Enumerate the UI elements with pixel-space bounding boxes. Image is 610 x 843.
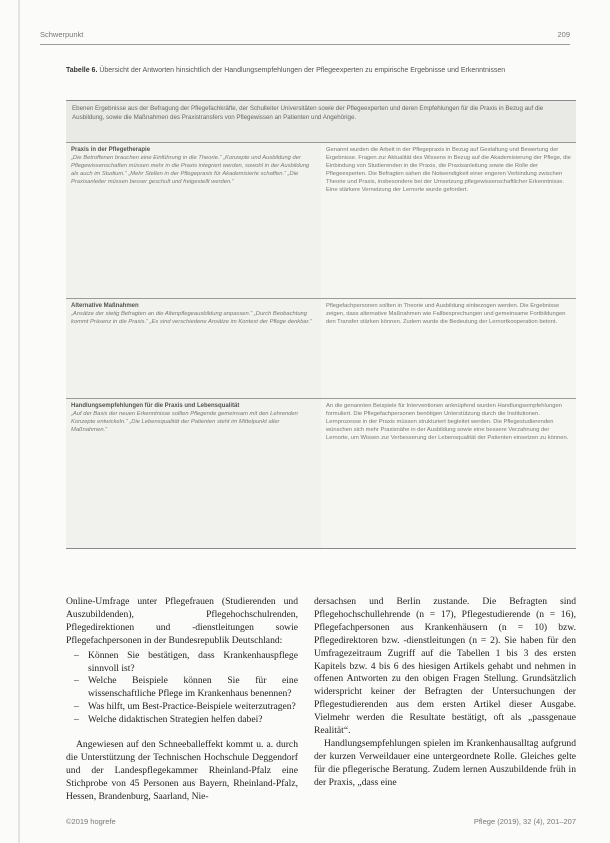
table-cell-quotes — [66, 143, 321, 298]
table-row — [66, 298, 576, 398]
paragraph: Angewiesen auf den Schneeballeffekt kommt u. a. durch die Unterstützung der Technischen Hochschule Deggendorf und der Landespflegekammer Rheinland-Pfalz eine Stichprobe von 45 Personen aus Bayern, Rheinland-Pfalz, Hessen, Brandenburg, Saarland, Nie- — [66, 739, 298, 802]
table-bottom-rule — [66, 548, 576, 549]
table-caption-label: Tabelle 6. — [66, 67, 98, 74]
row-quotes: „Auf der Basis der neuen Erkenntnisse sollten Pflegende gemeinsam mit den Lehrenden Konzepte entwickeln.“ „Die Lebensqualität der Patienten steht im Mittelpunkt aller Maßnahmen.“ — [71, 411, 298, 434]
header-section: Schwerpunkt — [40, 30, 84, 39]
scan-shadow — [18, 0, 20, 843]
results-table — [66, 100, 576, 549]
row-heading: Alternative Maßnahmen — [71, 303, 139, 309]
table-intro: Ebenen Ergebnisse aus der Befragung der Pflegefachkräfte, der Schulleiter Universitäten sowie der Pflegeexperten und deren Empfehlungen für die Praxis in Bezug auf die Ausbildung, sowie die Maßnahmen des Praxistransfers von Pflegewissen an Patienten und Angehörige. — [66, 100, 576, 142]
header-rule — [40, 44, 570, 45]
row-quotes: „Die Betroffenen brauchen eine Einführung in die Theorie.“ „Konzepte und Ausbildung der Pflegewissenschaften müssen mehr in die Praxis integriert werden, sowohl in der Ausbildung als auch im Studium.“ „Mehr Stellen in der Pflegepraxis für Akademisierte schaffen.“ „Die Praxisanleiter müssen besser geschult und freigestellt werden.“ — [71, 155, 310, 186]
table-row — [66, 398, 576, 548]
table-caption — [66, 66, 576, 76]
running-header — [40, 30, 570, 39]
copyright: ©2019 hogrefe — [66, 817, 116, 826]
row-heading: Praxis in der Pflegetherapie — [71, 147, 151, 153]
list-item: – Welche Beispiele können Sie für eine wissenschaftliche Pflege im Krankenhaus benennen? — [66, 675, 298, 701]
question-list — [66, 650, 298, 727]
table-cell-quotes — [66, 299, 321, 398]
table-cell-quotes — [66, 399, 321, 548]
list-item: – Was hilft, um Best-Practice-Beispiele weiterzutragen? — [66, 701, 298, 714]
table-cell-summary: Pflegefachpersonen sollten in Theorie und Ausbildung einbezogen werden. Die Ergebnisse zeigen, dass alternative Maßnahmen wie Fallbesprechungen und gemeinsame Fortbildungen den Transfer stärken können. Zudem wurde die Bedeutung der Lernortkooperation betont. — [321, 299, 576, 398]
table-caption-text: Übersicht der Antworten hinsichtlich der Handlungsempfehlungen der Pflegeexperten zu empirische Ergebnisse und Erkenntnissen — [99, 67, 506, 74]
paragraph: Online-Umfrage unter Pflegefrauen (Studierenden und Auszubildenden), Pflegehochschulrenden, Pflegedirektionen und -dienstleitungen sowie Pflegefachpersonen in der Bundesrepublik Deutschland: — [66, 596, 298, 646]
table-cell-summary: Genannt wurden die Arbeit in der Pflegepraxis in Bezug auf Gestaltung und Bewertung der Ergebnisse. Fragen zur Aktualität des Wissens in Bezug auf die Akademisierung der Pflege, die Einbindung von Studierenden in die Praxis, die Praxisanleitung sowie die Rolle der Pflegeexperten. Die Befragten sahen die Notwendigkeit einer engeren Verbindung zwischen Theorie und Praxis, insbesondere bei der Umsetzung pflegewissenschaftlicher Erkenntnisse. Eine stärkere Vernetzung der Lernorte wurde gefordert. — [321, 143, 576, 298]
body-column-right — [314, 596, 576, 790]
list-item: – Können Sie bestätigen, dass Krankenhauspflege sinnvoll ist? — [66, 650, 298, 676]
table-cell-summary: An die genannten Beispiele für Interventionen anknüpfend wurden Handlungsempfehlungen formuliert. Die Pflegefachpersonen benötigen Unterstützung durch die Institutionen. Lernprozesse in der Praxis müssen strukturiert begleitet werden. Die Pflegestudierenden wünschen sich mehr Praxisnähe in der Ausbildung sowie eine bessere Verzahnung der Lernorte, um Wissen zur Verbesserung der Lebensqualität der Patienten einsetzen zu können. — [321, 399, 576, 548]
page-footer — [66, 817, 576, 826]
row-heading: Handlungsempfehlungen für die Praxis und Lebensqualität — [71, 403, 240, 409]
paragraph: Handlungsempfehlungen spielen im Krankenhausalltag aufgrund der kurzen Verweildauer eine untergeordnete Rolle. Gleiches gelte für die pflegerische Beratung. Zudem lernen Auszubildende früh in der Praxis, „dass eine — [314, 737, 576, 788]
paragraph: dersachsen und Berlin zustande. Die Befragten sind Pflegehochschullehrende (n = 17), Pflegestudierende (n = 16), Pflegefachpersonen aus Krankenhäusern (n = 10) bzw. Pflegedirektoren bzw. -dienstleitungen (n = 2). Sie haben für den Umfragezeitraum Zugriff auf die Tabellen 1 bis 3 des ersten Kapitels bzw. 4 bis 6 des hiesigen Artikels gehabt und nehmen in offenen Antworten zu den obigen Fragen Stellung. Grundsätzlich widerspricht keiner der Befragten der Untersuchungen der Pflegestudierenden aus dem ersten Artikel dieser Ausgabe. Vielmehr werden die Resultate bestätigt, oft als „passgenaue Realität“. — [314, 596, 576, 737]
row-quotes: „Ansätze der stetig Befragten an die Altenpflegeausbildung anpassen.“ „Durch Beobachtung kommt Präsenz in die Praxis.“ „Es sind verschiedene Ansätze im Kontext der Pflege denkbar.“ — [71, 311, 312, 326]
citation: Pflege (2019), 32 (4), 201–207 — [473, 817, 576, 826]
page-number: 209 — [557, 30, 570, 39]
list-item: – Welche didaktischen Strategien helfen dabei? — [66, 714, 298, 727]
body-column-left — [66, 596, 298, 804]
table-row — [66, 142, 576, 298]
